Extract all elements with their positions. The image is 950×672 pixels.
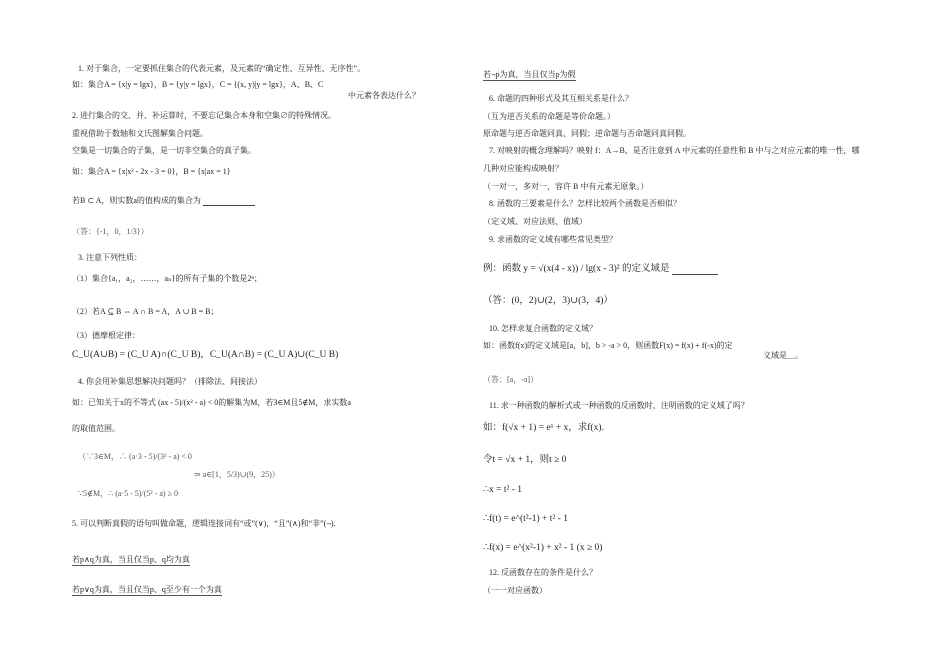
q7-answer: （一对一，多对一，容许 B 中有元素无原象。） [483,182,649,191]
q6-note-b: 原命题与逆否命题同真、同假；逆命题与否命题同真同假。 [483,129,691,138]
q3-property-1: （1）集合{a₁，a₂，……，aₙ}的所有子集的个数是2ⁿ； [72,274,262,283]
q2-example: 如：集合A = {x|x² - 2x - 3 = 0}，B = {x|ax = 1} [72,167,231,176]
not-rule: 若¬p为真，当且仅当p为假 [483,70,576,79]
q12-title: 12. 反函数存在的条件是什么？ [489,568,597,577]
q1-question: 中元素各表达什么？ [348,91,420,100]
q5-or-rule: 若p∨q为真，当且仅当p、q至少有一个为真 [72,585,222,594]
q12-answer: （一一对应函数） [483,586,547,595]
q5-and-rule: 若p∧q为真，当且仅当p、q均为真 [72,555,190,564]
q6-title: 6. 命题的四种形式及其互相关系是什么？ [489,94,633,103]
q1-example: 如：集合A = {x|y = lgx}，B = {y|y = lgx}，C = {(x, y)|y = lgx}，A、B、C [72,80,324,89]
q2-note-b: 空集是一切集合的子集，是一切非空集合的真子集。 [72,146,256,155]
q2-condition-text: 若B ⊂ A，则实数a的值构成的集合为 [72,196,201,205]
answer-blank [672,266,718,275]
q9-answer: （答：(0，2)∪(2，3)∪(3，4)） [483,296,613,306]
q10-example: 如：函数f(x)的定义域是[a，b]，b > -a > 0，则函数F(x) = f(x) + f(-x)的定 [483,341,733,350]
q11-step-2: ∴x = t² - 1 [483,485,523,495]
q9-title: 9. 求函数的定义域有哪些常见类型？ [489,235,617,244]
q7-title: 7. 对映射的概念理解吗？映射 f：A→B，是否注意到 A 中元素的任意性和 B 中与之对应元素的唯一性，哪 [489,146,860,155]
q5-title: 5. 可以判断真假的语句叫做命题，逻辑连接词有“或”(∨)，“且”(∧)和“非”(¬). [72,519,336,528]
q6-note-a: （互为逆否关系的命题是等价命题。） [483,112,615,121]
q4-example-cont: 的取值范围。 [72,424,120,433]
q11-step-3: ∴f(t) = e^(t²-1) + t² - 1 [483,514,568,524]
q2-title: 2. 进行集合的交、并、补运算时，不要忘记集合本身和空集∅的特殊情况。 [72,111,336,120]
q9-example-text: 例：函数 y = √(x(4 - x)) / lg(x - 3)² 的定义域是 [483,264,670,274]
q10-answer: （答：[a，-a]） [483,375,539,384]
q11-step-4: ∴f(x) = e^(x²-1) + x² - 1 (x ≥ 0) [483,543,603,553]
left-column [72,0,432,672]
q3-title: 3. 注意下列性质： [78,253,142,262]
q11-step-1: 令t = √x + 1，则t ≥ 0 [483,455,567,465]
q9-example [483,264,718,275]
q3-property-2: （2）若A ⊆ B ⇔ A ∩ B = A，A ∪ B = B； [72,307,219,316]
q11-title: 11. 求一种函数的解析式或一种函数的反函数时，注明函数的定义域了吗？ [489,401,749,410]
q10-title: 10. 怎样求复合函数的定义域？ [489,324,597,333]
q7-title-cont: 几种对应能构成映射？ [483,164,563,173]
q10-example-cont: 义域是＿。 [763,351,803,360]
q4-example: 如：已知关于x的不等式 (ax - 5)/(x² - a) < 0的解集为M，若3∈M且5∉M，求实数a [72,398,351,407]
q2-note-a: 重视借助于数轴和文氏图解集合问题。 [72,129,208,138]
q8-answer: （定义域、对应法则、值域） [483,217,587,226]
q4-step-1: （∵3∈M，∴ (a·3 - 5)/(3² - a) < 0 [78,452,192,461]
answer-blank [203,197,255,206]
q4-step-2: ∵5∉M，∴ (a·5 - 5)/(5² - a) ≥ 0 [78,489,178,498]
right-column [483,0,883,672]
q2-answer: （答：{-1，0，1/3}） [72,227,149,236]
q11-example: 如：f(√x + 1) = eˣ + x，求f(x). [483,423,604,433]
q2-condition [72,196,255,206]
q4-title: 4. 你会用补集思想解决问题吗？（排除法、间接法） [78,377,262,386]
q8-title: 8. 函数的三要素是什么？怎样比较两个函数是否相似？ [489,199,681,208]
de-morgan-formula: C_U(A∪B) = (C_U A)∩(C_U B)，C_U(A∩B) = (C_U A)∪(C_U B) [72,350,339,360]
q3-property-3: （3）德摩根定律： [72,331,140,340]
q4-result: ⇒ a∈[1，5/3)∪(9，25)） [194,470,280,479]
q1-title: 1. 对于集合，一定要抓住集合的代表元素，及元素的“确定性、互异性、无序性”。 [78,64,366,73]
